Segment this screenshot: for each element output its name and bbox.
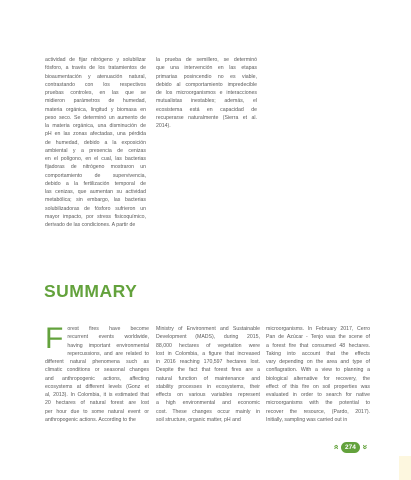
text-line: effects on various variables represent bbox=[156, 392, 260, 398]
text-line: recover the resource, (Pardo, 2017). bbox=[266, 408, 370, 415]
intro-column-left bbox=[45, 56, 146, 229]
text-line: al, 2013). In Colombia, it is estimated that bbox=[45, 392, 149, 398]
text-line: a forest fire that consumed 48 hectares. bbox=[266, 342, 370, 349]
text-line: having important environmental bbox=[67, 342, 149, 349]
text-line: ecosystems at different levels (Gonz et bbox=[45, 383, 149, 390]
text-line: vary depending on the area and type of bbox=[266, 359, 370, 365]
text-line: Development (MADS), during 2015, bbox=[156, 334, 260, 341]
text-line: mutualistas inestables; además, el bbox=[156, 98, 257, 105]
text-line: metabólica; sin embargo, las bacterias bbox=[45, 197, 146, 204]
text-line: mayor impacto, por stress fisicoquímico, bbox=[45, 213, 146, 220]
text-line: las cenizas, que aumentan su actividad bbox=[45, 189, 146, 195]
text-line: debido a la fertilización temporal de bbox=[45, 180, 146, 187]
text-line: lost in Colombia, a figure that increased bbox=[156, 350, 260, 357]
text-line: solubilizadoras de fósforo sufrieron un bbox=[45, 205, 146, 212]
text-line: microorganisms. In February 2017, Cerro bbox=[266, 326, 370, 332]
double-chevron-up-icon[interactable]: » bbox=[330, 444, 341, 450]
text-line: de los microorganismos e interacciones bbox=[156, 90, 257, 96]
text-line: and anthropogenic actions, affecting bbox=[45, 375, 149, 382]
page-number-badge: 274 bbox=[341, 442, 360, 453]
text-line: repercussions, and are related to bbox=[67, 350, 149, 357]
text-line: fósforo, a través de los tratamientos de bbox=[45, 65, 146, 72]
text-line: anthropogenic actions. According to the bbox=[45, 416, 136, 423]
text-line: 2014). bbox=[156, 123, 171, 129]
summary-heading: SUMMARY bbox=[44, 281, 138, 301]
side-tab bbox=[399, 456, 411, 480]
text-line: debido al comportamiento impredecible bbox=[156, 81, 257, 88]
text-line: la materia orgánica, una disminución de bbox=[45, 123, 146, 129]
text-line: 88,000 hectares of vegetation were bbox=[156, 342, 260, 349]
text-line: a high environmental and economic bbox=[156, 400, 260, 407]
text-line: ecosistema está en capacidad de bbox=[156, 106, 257, 113]
text-line: stability processes in ecosystems, their bbox=[156, 383, 260, 390]
text-line: primarias posincendio no es viable, bbox=[156, 73, 257, 80]
text-line: Ministry of Environment and Sustainable bbox=[156, 326, 260, 332]
text-line: orest fires have become bbox=[67, 326, 149, 332]
text-line: que una intervención en las etapas bbox=[156, 65, 257, 72]
page-navigation bbox=[330, 441, 371, 453]
summary-column-1 bbox=[45, 322, 149, 424]
text-line: evaluated in order to search for native bbox=[266, 392, 370, 398]
summary-dropcap: F bbox=[45, 322, 64, 355]
text-line: microorganisms with the potential to bbox=[266, 400, 370, 407]
text-line: 20 hectares of natural forest are lost bbox=[45, 400, 149, 407]
intro-column-right bbox=[156, 56, 257, 130]
text-line: actividad de fijar nitrógeno y solubilizar bbox=[45, 57, 146, 63]
text-line: fijadoras de nitrógeno mostraron un bbox=[45, 164, 146, 171]
text-line: peso seco. Se determinó un aumento de bbox=[45, 114, 146, 121]
summary-column-2 bbox=[156, 325, 260, 424]
text-line: derivado de las condiciones. A partir de bbox=[45, 222, 136, 228]
text-line: pH en las zonas afectadas, una pérdida bbox=[45, 131, 146, 138]
text-line: midieron parámetros de humedad, bbox=[45, 98, 146, 105]
text-line: pruebas controles, en las que se bbox=[45, 90, 146, 96]
text-line: la prueba de semillero, se determinó bbox=[156, 57, 257, 63]
text-line: materia orgánica, lingitud y biomasa en bbox=[45, 106, 146, 113]
text-line: recurrent events worldwide, bbox=[67, 334, 149, 341]
text-line: natural function of maintenance and bbox=[156, 375, 260, 382]
text-line: bioaumentación y atenuación natural, bbox=[45, 73, 146, 80]
text-line: ambiental y a presencia de cenizas bbox=[45, 147, 146, 154]
text-line: contrastando con los respectivos bbox=[45, 81, 146, 88]
double-chevron-down-icon[interactable]: » bbox=[360, 444, 371, 450]
text-line: effect of this fire on soil properties was bbox=[266, 383, 370, 390]
text-line: conflagration. With a view to planning a bbox=[266, 367, 370, 374]
text-line: soil structure, organic matter, pH and bbox=[156, 416, 241, 423]
text-line: cost. These changes occur mainly in bbox=[156, 408, 260, 415]
text-line: biological alternative for recovery, the bbox=[266, 375, 370, 382]
text-line: comportamiento de supervivencia, bbox=[45, 172, 146, 179]
text-line: en el polígono, en el cual, las bacterias bbox=[45, 156, 146, 162]
text-line: in 2016 reaching 170,597 hectares lost. bbox=[156, 359, 260, 365]
text-line: recuperarse naturalmente (Sierra et al. bbox=[156, 114, 257, 121]
text-line: Despite the fact that forest fires are a bbox=[156, 367, 260, 374]
text-line: different natural phenomena such as bbox=[45, 359, 149, 365]
summary-column-3 bbox=[266, 325, 370, 424]
text-line: per hour due to some natural event or bbox=[45, 408, 149, 415]
text-line: Pan de Azúcar - Tenjo was the scene of bbox=[266, 334, 370, 341]
text-line: climatic conditions or seasonal changes bbox=[45, 367, 149, 374]
text-line: Taking into account that the effects bbox=[266, 350, 370, 357]
text-line: de humedad, debido a la exposición bbox=[45, 139, 146, 146]
text-line: Initially, sampling was carried out in bbox=[266, 416, 348, 423]
